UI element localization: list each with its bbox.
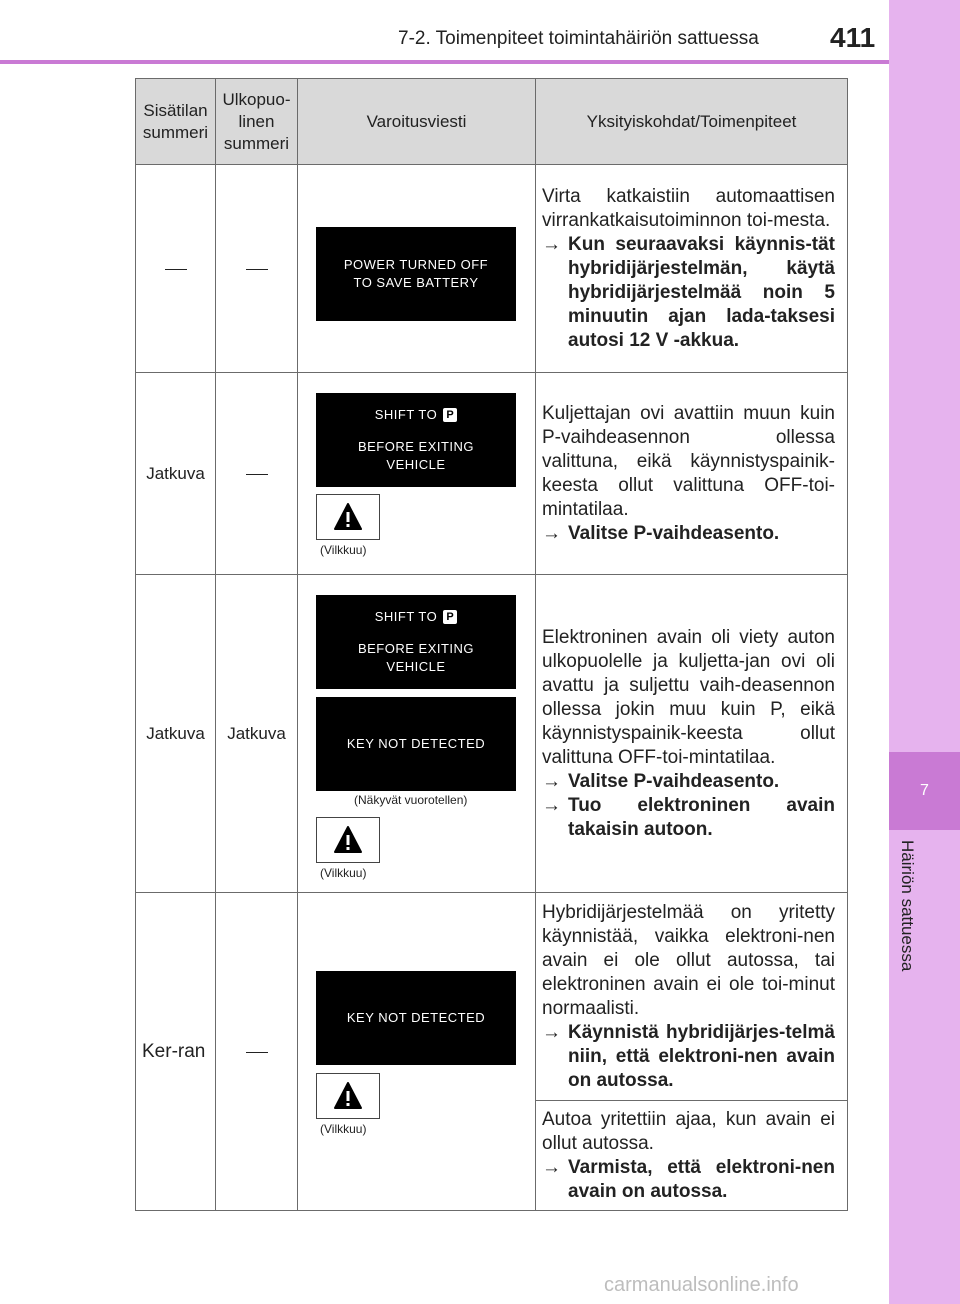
action-item xyxy=(542,522,835,546)
table-header-row xyxy=(136,79,848,165)
details-text: Virta katkaistiin automaattisen virrankatkaisutoiminnon toi-mesta. xyxy=(542,185,835,231)
flashing-caption: (Vilkkuu) xyxy=(320,866,367,880)
display-screen xyxy=(316,971,516,1065)
alternating-caption: (Näkyvät vuorotellen) xyxy=(354,793,468,807)
table-row xyxy=(136,373,848,575)
display-screen xyxy=(316,227,516,321)
header-interior-buzzer: Sisätilan summeri xyxy=(136,79,216,165)
details-cell xyxy=(536,373,848,575)
action-item xyxy=(542,233,835,353)
screen-text: SHIFT TO xyxy=(374,609,438,624)
message-cell xyxy=(298,893,536,1211)
header-message: Varoitusviesti xyxy=(298,79,536,165)
screen-line: BEFORE EXITING xyxy=(357,641,475,656)
action-text: Valitse P-vaihdeasento. xyxy=(568,770,780,792)
screen-line xyxy=(375,608,458,626)
details-text: Kuljettajan ovi avattiin muun kuin P-vaihdeasennon ollessa valittuna, eikä käynnistyspainik-keesta ollut valittuna OFF-toi-mintatilaa. xyxy=(542,402,835,520)
chapter-number: 7 xyxy=(889,752,960,830)
arrow-icon: → xyxy=(542,770,561,792)
action-item xyxy=(542,1021,835,1093)
arrow-icon: → xyxy=(542,794,561,816)
dash-mark xyxy=(246,269,268,270)
screen-text: SHIFT TO xyxy=(374,407,438,422)
header-exterior-buzzer: Ulkopuo-linen summeri xyxy=(216,79,298,165)
details-text: Hybridijärjestelmää on yritetty käynnistää, vaikka elektroni-nen avain ei ole ollut autossa, tai elektroninen avain ei ole toi-minut normaalisti. xyxy=(542,901,835,1019)
warning-triangle-icon xyxy=(316,817,380,863)
dash-mark xyxy=(246,474,268,475)
section-title: 7-2. Toimenpiteet toimintahäiriön sattuessa xyxy=(398,28,759,49)
details-cell xyxy=(536,575,848,893)
screen-line: KEY NOT DETECTED xyxy=(346,736,486,751)
dash-mark xyxy=(165,269,187,270)
arrow-icon: → xyxy=(542,1156,561,1178)
message-cell xyxy=(298,165,536,373)
interior-buzzer-cell: Jatkuva xyxy=(136,575,216,893)
table-row xyxy=(136,165,848,373)
warning-triangle-icon xyxy=(316,1073,380,1119)
interior-buzzer-cell: Jatkuva xyxy=(136,373,216,575)
flashing-caption: (Vilkkuu) xyxy=(320,543,367,557)
warning-message-table xyxy=(135,78,848,1211)
action-item xyxy=(542,794,835,842)
watermark: carmanualsonline.info xyxy=(604,1274,799,1296)
action-item xyxy=(542,1156,835,1204)
screen-line: TO SAVE BATTERY xyxy=(353,275,479,290)
action-item xyxy=(542,770,835,794)
action-text: Käynnistä hybridijärjes-telmä niin, että elektroni-nen avain on autossa. xyxy=(568,1021,835,1091)
chapter-side-tab xyxy=(889,0,960,1304)
flashing-caption: (Vilkkuu) xyxy=(320,1122,367,1136)
exterior-buzzer-cell xyxy=(216,165,298,373)
screen-line: BEFORE EXITING xyxy=(357,439,475,454)
exterior-buzzer-cell: Jatkuva xyxy=(216,575,298,893)
display-screen xyxy=(316,393,516,487)
action-text: Tuo elektroninen avain takaisin autoon. xyxy=(568,794,835,840)
message-cell xyxy=(298,373,536,575)
display-screen xyxy=(316,697,516,791)
table-row xyxy=(136,575,848,893)
details-text: Elektroninen avain oli viety auton ulkopuolelle ja kuljetta-jan ovi oli avattu ja suljettu vaih-deasennon ollessa jokin muu kuin P, eikä käynnistyspainik-keesta ollut valittuna OFF-toi-mintatilaa. xyxy=(542,626,835,768)
chapter-label: Häiriön sattuessa xyxy=(898,840,917,972)
screen-line: VEHICLE xyxy=(386,457,446,472)
warning-triangle-icon xyxy=(316,494,380,540)
screen-line: KEY NOT DETECTED xyxy=(346,1010,486,1025)
header-details: Yksityiskohdat/Toimenpiteet xyxy=(536,79,848,165)
exterior-buzzer-cell xyxy=(216,893,298,1211)
display-screen xyxy=(316,595,516,689)
interior-buzzer-cell: Ker-ran xyxy=(136,893,216,1211)
screen-line xyxy=(375,406,458,424)
screen-line: POWER TURNED OFF xyxy=(343,257,489,272)
details-cell xyxy=(536,165,848,373)
action-text: Varmista, että elektroni-nen avain on autossa. xyxy=(568,1156,835,1202)
header-rule xyxy=(0,60,889,64)
arrow-icon: → xyxy=(542,1021,561,1043)
table-row xyxy=(136,893,848,1101)
dash-mark xyxy=(246,1052,268,1053)
park-indicator-icon: P xyxy=(443,610,457,624)
action-text: Valitse P-vaihdeasento. xyxy=(568,522,780,544)
arrow-icon: → xyxy=(542,233,561,255)
page-number: 411 xyxy=(830,22,876,53)
action-text: Kun seuraavaksi käynnis-tät hybridijärjestelmän, käytä hybridijärjestelmää noin 5 minuutin ajan lada-taksesi autosi 12 V -akkua. xyxy=(568,233,835,351)
details-cell xyxy=(536,1101,848,1211)
details-text: Autoa yritettiin ajaa, kun avain ei ollut autossa. xyxy=(542,1108,835,1154)
details-cell xyxy=(536,893,848,1101)
arrow-icon: → xyxy=(542,522,561,544)
interior-buzzer-cell xyxy=(136,165,216,373)
message-cell xyxy=(298,575,536,893)
screen-line: VEHICLE xyxy=(386,659,446,674)
park-indicator-icon: P xyxy=(443,408,457,422)
exterior-buzzer-cell xyxy=(216,373,298,575)
